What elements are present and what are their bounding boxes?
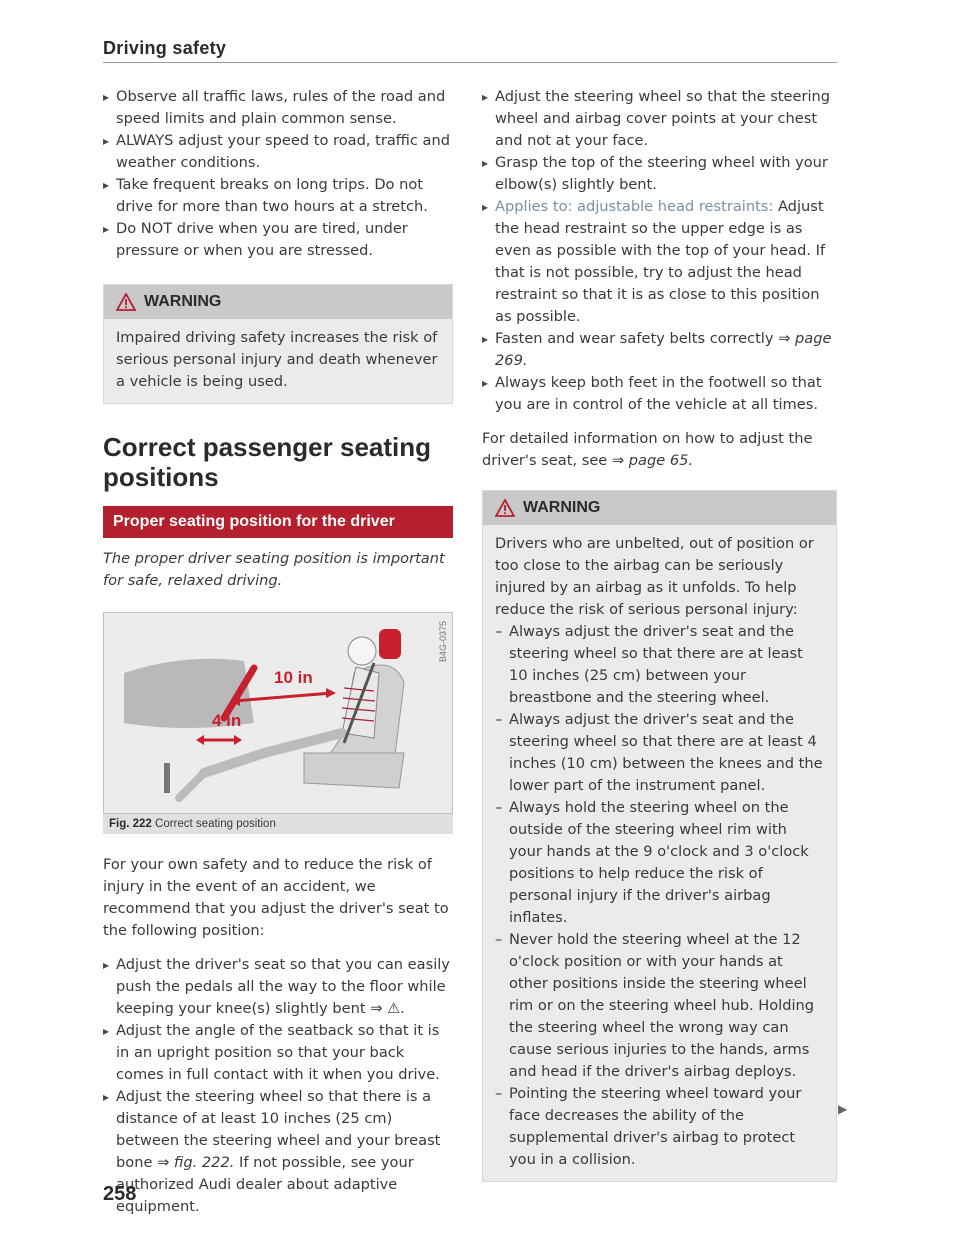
list-item [103,1020,453,1086]
list-item-text: Adjust the angle of the seatback so that it is in an upright position so that your back comes in full contact with it when you drive. [116,1022,440,1083]
list-item [482,328,837,372]
figure-caption [103,814,453,834]
list-item: – Always adjust the driver's seat and the steering wheel so that there are at least 4 inches (10 cm) between the knees and the lower part of the instrument panel. [495,709,824,797]
left-column [103,86,453,1218]
list-item-text: Fasten and wear safety belts correctly [495,330,779,347]
list-item [482,372,837,416]
right-bullet-list [482,86,837,416]
list-item-text: Adjust the head restraint so the upper edge is as even as possible with the top of your head. If that is not possible, try to adjust the head restraint so that it is as close to this position as possible. [495,198,826,325]
figure-reference-link[interactable]: ⇒ fig. 222. [157,1154,235,1171]
subsection-title: Proper seating position for the driver [103,506,453,538]
warning-header [483,491,836,525]
list-item-text: Adjust the driver's seat so that you can easily push the pedals all the way to the floor while keeping your knee(s) slightly bent ⇒ ⚠. [116,956,450,1017]
list-item: ▸ Do NOT drive when you are tired, under pressure or when you are stressed. [103,218,453,262]
warning-list [495,621,824,1171]
figure-caption-text: Correct seating position [155,818,276,830]
figure-seating-position [103,612,453,814]
list-item: ▸ Take frequent breaks on long trips. Do not drive for more than two hours at a stretch. [103,174,453,218]
warning-box [103,284,453,404]
list-item: – Never hold the steering wheel at the 12 o'clock position or with your hands at other positions inside the steering wheel rim or on the steering wheel hub. Holding the steering wheel the wrong way can cause serious injuries to the hands, arms and head if the driver's airbag deploys. [495,929,824,1083]
list-item-text: Grasp the top of the steering wheel with your elbow(s) slightly bent. [495,154,828,193]
header-rule [103,62,837,63]
seating-illustration [104,613,452,813]
warning-box-2 [482,490,837,1182]
section-title: Correct passenger seating positions [103,432,432,492]
page-reference-link[interactable]: ⇒ page 65. [611,452,694,469]
list-item: – Always adjust the driver's seat and the steering wheel so that there are at least 10 inches (25 cm) between your breastbone and the steering wheel. [495,621,824,709]
list-item [482,86,837,152]
warning-intro: Drivers who are unbelted, out of position or too close to the airbag can be seriously injured by an airbag as it unfolds. To help reduce the risk of serious personal injury: [495,535,814,618]
list-item-text: Adjust the steering wheel so that the steering wheel and airbag cover points at your chest and not at your face. [495,88,831,149]
warning-title: WARNING [144,293,222,310]
page-reference-link[interactable]: ⇒ page 269. [495,330,832,369]
list-item: – Always hold the steering wheel on the outside of the steering wheel rim with your hands at the 9 o'clock and 3 o'clock positions to help reduce the risk of personal injury if the driver's airbag inflates. [495,797,824,929]
list-item: ▸ ALWAYS adjust your speed to road, traffic and weather conditions. [103,130,453,174]
list-item [103,1086,453,1218]
list-item-text: Adjust the steering wheel so that there is a distance of at least 10 inches (25 cm) between the steering wheel and your breast bone [116,1088,441,1171]
warning-body [483,525,836,1181]
page-number: 258 [103,1183,137,1205]
list-item-text: Always keep both feet in the footwell so that you are in control of the vehicle at all times. [495,374,822,413]
right-column [482,86,837,1182]
intro-paragraph: For your own safety and to reduce the risk of injury in the event of an accident, we recommend that you adjust the driver's seat to the following position: [103,856,449,939]
left-bullet-list-2 [103,954,453,1218]
warning-triangle-icon [495,499,515,517]
list-item [482,152,837,196]
figure-code: B4G-0375 [438,621,448,663]
warning-title: WARNING [523,499,601,516]
figure-number: Fig. 222 [109,818,152,830]
applies-to-label: Applies to: adjustable head restraints: [495,198,774,215]
paragraph-text: For detailed information on how to adjust the driver's seat, see [482,430,813,469]
figure-label-4in: 4 in [212,711,242,730]
header-title: Driving safety [103,38,227,58]
continue-arrow-icon: ▶ [838,1102,848,1116]
warning-triangle-icon [116,293,136,311]
warning-text: Impaired driving safety increases the risk of serious personal injury and death whenever a vehicle is being used. [116,329,438,390]
left-bullet-list [103,86,453,262]
list-item: – Pointing the steering wheel toward your face decreases the ability of the supplemental driver's airbag to protect you in a collision. [495,1083,824,1171]
detail-paragraph [482,428,837,472]
figure-label-10in: 10 in [274,668,313,687]
list-item-text: If not possible, see your authorized Audi dealer about adaptive equipment. [116,1154,414,1215]
subsection-intro: The proper driver seating position is important for safe, relaxed driving. [103,550,445,589]
list-item [482,196,837,328]
list-item: ▸ Observe all traffic laws, rules of the road and speed limits and plain common sense. [103,86,453,130]
warning-header [104,285,452,319]
list-item [103,954,453,1020]
